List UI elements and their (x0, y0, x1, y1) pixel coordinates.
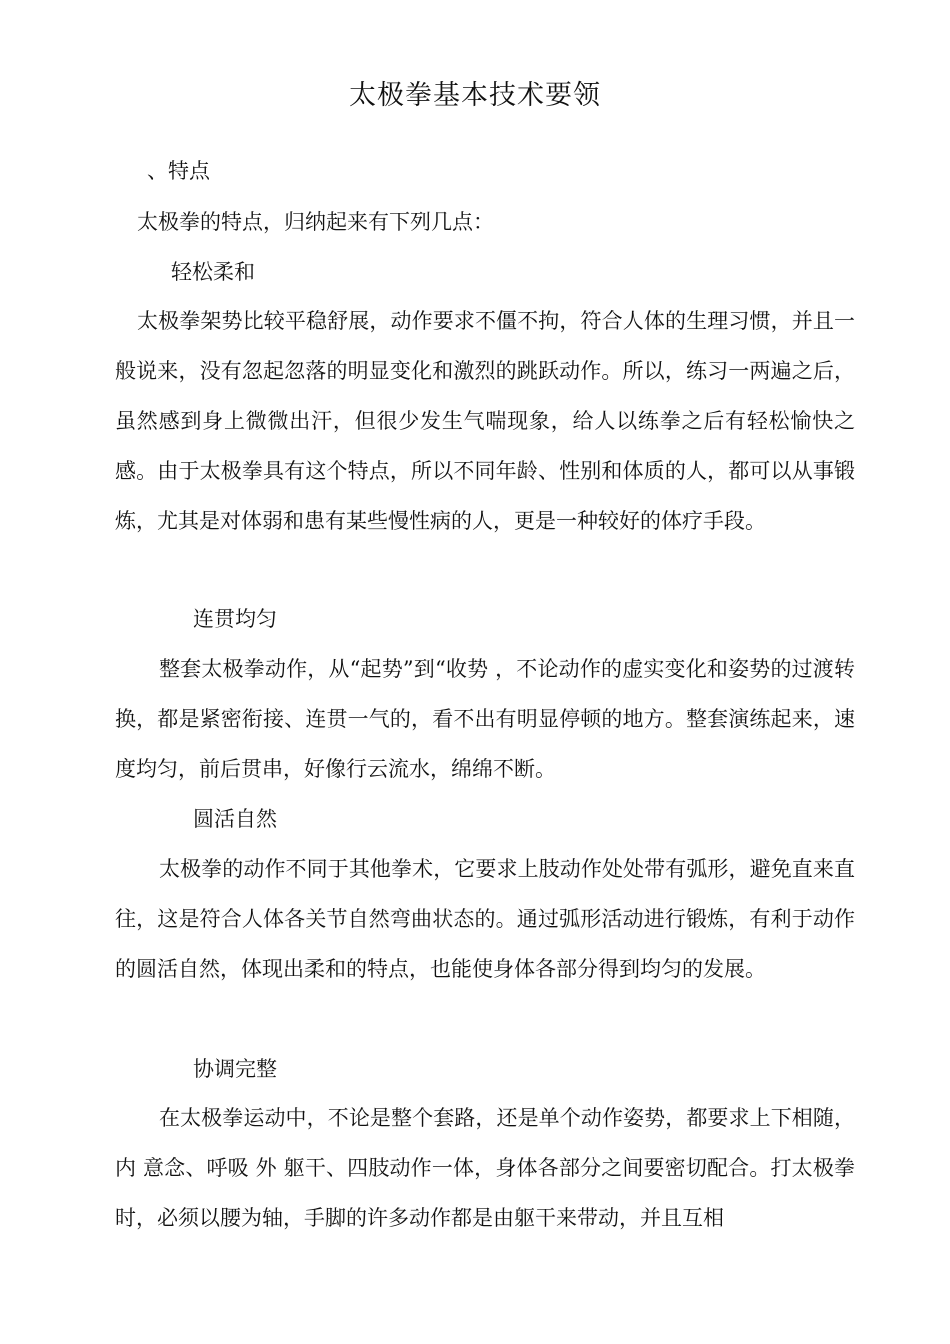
item-heading-relaxed: 轻松柔和 (171, 260, 255, 284)
item-body-natural: 太极拳的动作不同于其他拳术，它要求上肢动作处处带有弧形，避免直来直往，这是符合人体各关节自然弯曲状态的。通过弧形活动进行锻炼，有利于动作的圆活自然，体现出柔和的特点，也能使身体各部分得到均匀的发展。 (115, 857, 855, 981)
section-heading: 、特点 (147, 159, 210, 183)
item-body-coordinated: 在太极拳运动中，不论是整个套路，还是单个动作姿势，都要求上下相随，内 意念、呼吸 外 躯干、四肢动作一体，身体各部分之间要密切配合。打太极拳时，必须以腰为轴，手脚的许多动作都是由躯干来带动，并且互相 (115, 1106, 855, 1230)
intro-text: 太极拳的特点，归纳起来有下列几点： (137, 210, 494, 234)
item-body-relaxed: 太极拳架势比较平稳舒展，动作要求不僵不拘，符合人体的生理习惯，并且一般说来，没有忽起忽落的明显变化和激烈的跳跃动作。所以，练习一两遍之后，虽然感到身上微微出汗，但很少发生气喘现象，给人以练拳之后有轻松愉快之感。由于太极拳具有这个特点，所以不同年龄、性别和体质的人，都可以从事锻炼，尤其是对体弱和患有某些慢性病的人，更是一种较好的体疗手段。 (115, 309, 855, 533)
document-title: 太极拳基本技术要领 (349, 80, 601, 111)
item-heading-natural: 圆活自然 (193, 807, 277, 831)
item-heading-coordinated: 协调完整 (193, 1057, 277, 1081)
item-heading-continuous: 连贯均匀 (193, 607, 277, 631)
item-body-continuous: 整套太极拳动作，从“起势”到“收势 ，不论动作的虚实变化和姿势的过渡转换，都是紧密衔接、连贯一气的，看不出有明显停顿的地方。整套演练起来，速度均匀，前后贯串，好像行云流水，绵绵不断。 (115, 657, 855, 781)
